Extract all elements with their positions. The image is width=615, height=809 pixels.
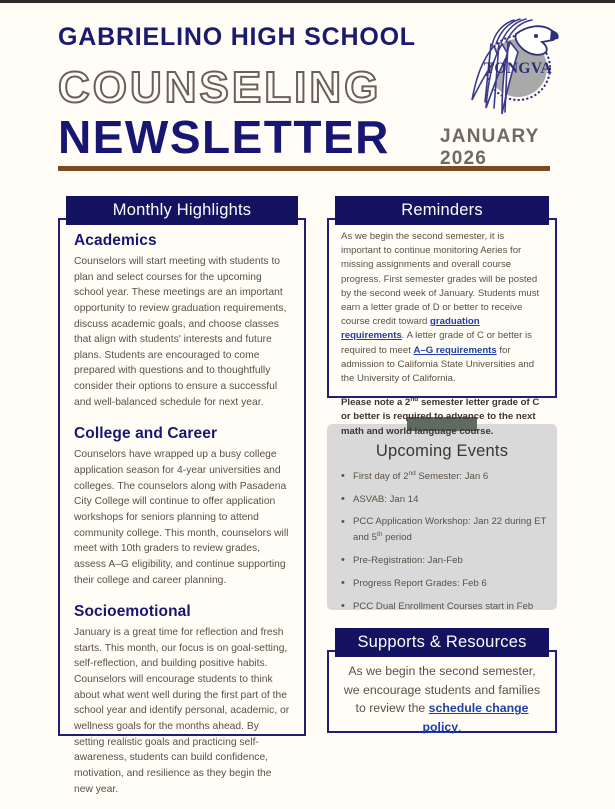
supports-text-part2: . [458, 720, 462, 735]
reminders-note [341, 395, 543, 439]
event-text-pre: PCC Dual Enrollment Courses start in Feb [353, 601, 534, 613]
graduation-requirements-link[interactable]: graduation requirements [341, 316, 480, 342]
tongva-eagle-icon [458, 16, 562, 126]
reminders-note-superscript: nd [410, 396, 419, 404]
reminders-body [327, 196, 557, 449]
reminders-heading: Reminders [335, 196, 549, 225]
section-title-college-and-career: College and Career [74, 425, 218, 443]
title-counseling: COUNSELING [58, 62, 382, 112]
reminders-note-part1: Please note a 2 [341, 397, 411, 409]
list-item [353, 553, 547, 569]
list-item [353, 492, 547, 508]
event-text-post: Semester: Jan 6 [415, 471, 489, 483]
reminders-panel [327, 196, 557, 437]
section-title-academics: Academics [74, 232, 157, 249]
supports-resources-panel [327, 628, 557, 733]
monthly-highlights-panel [58, 196, 306, 795]
monthly-highlights-body [58, 196, 306, 809]
tongva-eagle-logo [458, 16, 562, 126]
upcoming-events-list [327, 469, 557, 615]
supports-resources-heading: Supports & Resources [335, 628, 549, 657]
event-text-pre: PCC Application Workshop: Jan 22 during ET and 5 [353, 516, 547, 544]
page-top-strip [0, 0, 615, 3]
reminders-text-part1: As we begin the second semester, it is important to continue monitoring Aeries for missing assignments and overall course progress. First semester grades will be posted by the second week of January. Students must earn a letter grade of D or better to receive course credit toward [341, 231, 540, 328]
section-body-socioemotional: January is a great time for reflection and fresh starts. This month, our focus is on goal-setting, self-reflection, and building positive habits. Counselors will encourage students to think about what went well during the first part of the school year and identify personal, academic, or wellness goals for the months ahead. By setting realistic goals and practicing self-awareness, students can build confidence, motivation, and resilience as they begin the new year. [74, 627, 290, 795]
school-name: GABRIELINO HIGH SCHOOL [58, 23, 416, 51]
supports-text-part1: As we begin the second semester, we encourage students and families to review the [343, 664, 541, 716]
issue-year: 2026 [440, 147, 488, 169]
section-title-socioemotional: Socioemotional [74, 603, 191, 621]
reminders-text-part3: for admission to California State Universities and the University of California. [341, 344, 535, 384]
list-item [353, 599, 547, 615]
section-body-academics: Counselors will start meeting with students to plan and select courses for the upcoming school year. These meetings are an important opportunity to review graduation requirements, discuss academic goals, and choose classes that align with students' interests and future plans. Students are encouraged to come prepared with questions and to thoughtfully consider their options to ensure a successful and well-balanced schedule for next year. [74, 256, 287, 408]
list-item [353, 515, 547, 546]
upcoming-events-panel [327, 424, 557, 613]
section-body-college-and-career: Counselors have wrapped up a busy college application season for 4-year universities and colleges. The counselors along with Pasadena City College will continue to offer application workshops for seniors planning to attend community college. This month, counselors will meet with 10th graders to review grades, assess A–G eligibility, and continue supporting their college and career planning. [74, 449, 289, 586]
reminders-paragraph [341, 230, 543, 386]
schedule-change-policy-link[interactable]: schedule change policy [422, 701, 529, 735]
list-item [353, 469, 547, 485]
event-text-sup: th [377, 530, 383, 538]
event-text-pre: ASVAB: Jan 14 [353, 494, 419, 506]
event-text-sup: nd [408, 470, 416, 477]
issue-month: JANUARY [440, 126, 540, 147]
logo-text: TONGVA [483, 60, 553, 77]
reminders-text-part2: . A letter grade of C or better is required to meet [341, 330, 532, 356]
list-item [353, 576, 547, 592]
supports-paragraph [343, 662, 541, 737]
upcoming-events-heading: Upcoming Events [375, 442, 509, 460]
event-text-post: period [382, 532, 412, 544]
reminders-note-part2: semester letter grade of C or better is required to advance to the next math and world language course. [341, 397, 540, 437]
event-text-pre: Pre-Registration: Jan-Feb [353, 555, 463, 567]
title-newsletter: NEWSLETTER [58, 110, 390, 163]
monthly-highlights-heading: Monthly Highlights [66, 196, 298, 225]
issue-date [440, 126, 540, 170]
event-text-pre: Progress Report Grades: Feb 6 [353, 578, 487, 590]
ag-requirements-link[interactable]: A–G requirements [413, 344, 497, 356]
event-text-pre: First day of 2 [353, 471, 409, 483]
